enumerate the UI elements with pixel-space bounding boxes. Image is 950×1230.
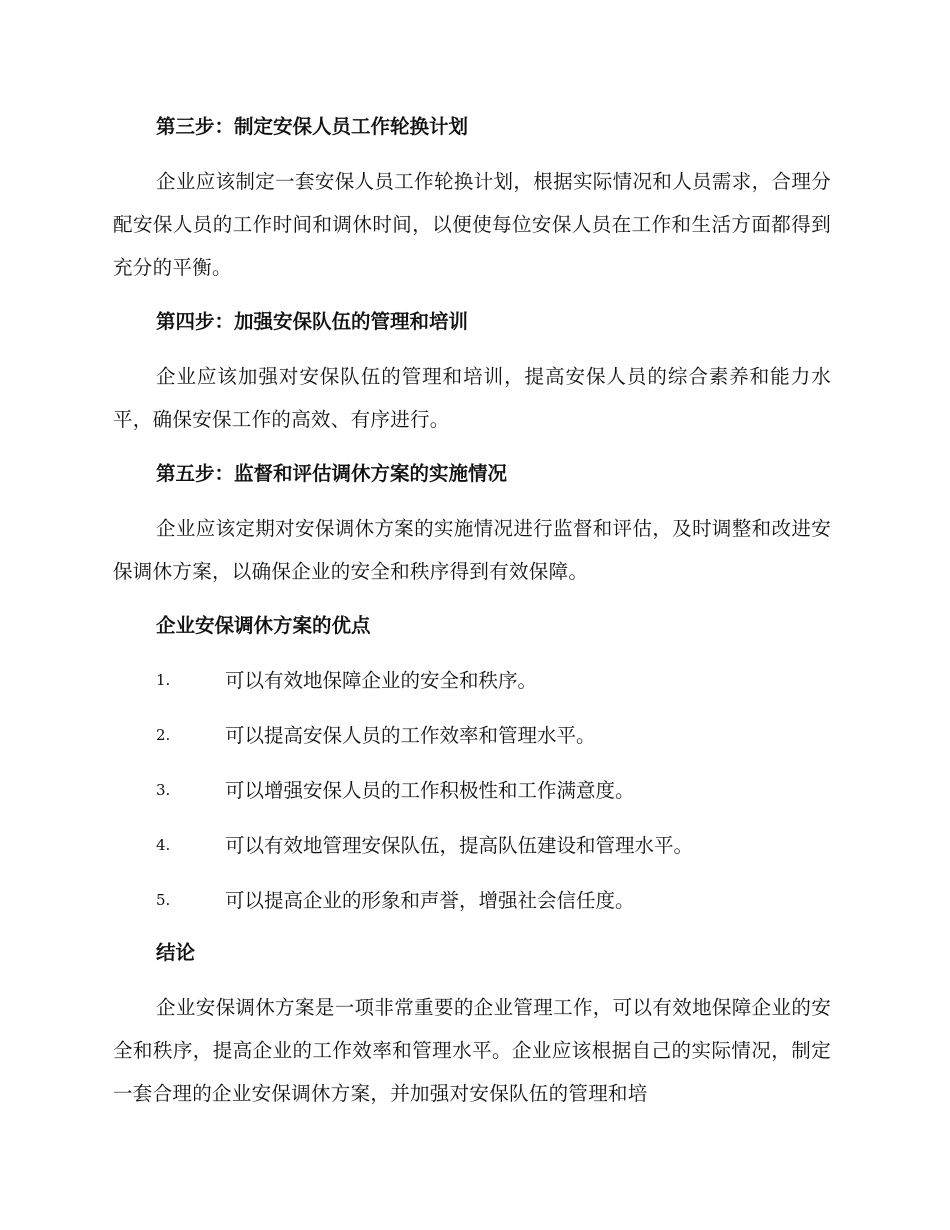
list-item-number: 1. [156,671,171,689]
step4-paragraph: 企业应该加强对安保队伍的管理和培训，提高安保人员的综合素养和能力水平，确保安保工作的高效、有序进行。 [113,365,831,431]
step5-paragraph: 企业应该定期对安保调休方案的实施情况进行监督和评估，及时调整和改进安保调休方案，以确保企业的安全和秩序得到有效保障。 [113,517,831,583]
list-item-text: 可以有效地保障企业的安全和秩序。 [225,669,538,692]
list-item [113,769,831,812]
list-item [113,714,831,757]
step4-heading: 第四步：加强安保队伍的管理和培训 [156,310,469,333]
list-item-number: 3. [156,781,171,799]
list-item-number: 5. [156,891,171,909]
list-item [113,659,831,702]
advantages-list [113,659,831,922]
list-item [113,824,831,867]
list-item-number: 2. [156,726,171,744]
conclusion-paragraph: 企业安保调休方案是一项非常重要的企业管理工作，可以有效地保障企业的安全和秩序，提高企业的工作效率和管理水平。企业应该根据自己的实际情况，制定一套合理的企业安保调休方案，并加强对安保队伍的管理和培 [113,996,831,1105]
list-item-text: 可以提高企业的形象和声誉，增强社会信任度。 [225,889,635,912]
list-item-text: 可以有效地管理安保队伍，提高队伍建设和管理水平。 [225,834,694,857]
list-item-text: 可以增强安保人员的工作积极性和工作满意度。 [225,779,635,802]
document-body [113,108,831,1129]
conclusion-heading: 结论 [156,941,196,964]
step3-heading: 第三步：制定安保人员工作轮换计划 [156,115,469,138]
step3-paragraph: 企业应该制定一套安保人员工作轮换计划，根据实际情况和人员需求，合理分配安保人员的工作时间和调休时间，以便使每位安保人员在工作和生活方面都得到充分的平衡。 [113,170,831,279]
list-item [113,879,831,922]
step5-heading: 第五步：监督和评估调休方案的实施情况 [156,462,508,485]
list-item-number: 4. [156,836,171,854]
advantages-heading: 企业安保调休方案的优点 [156,614,371,637]
list-item-text: 可以提高安保人员的工作效率和管理水平。 [225,724,596,747]
